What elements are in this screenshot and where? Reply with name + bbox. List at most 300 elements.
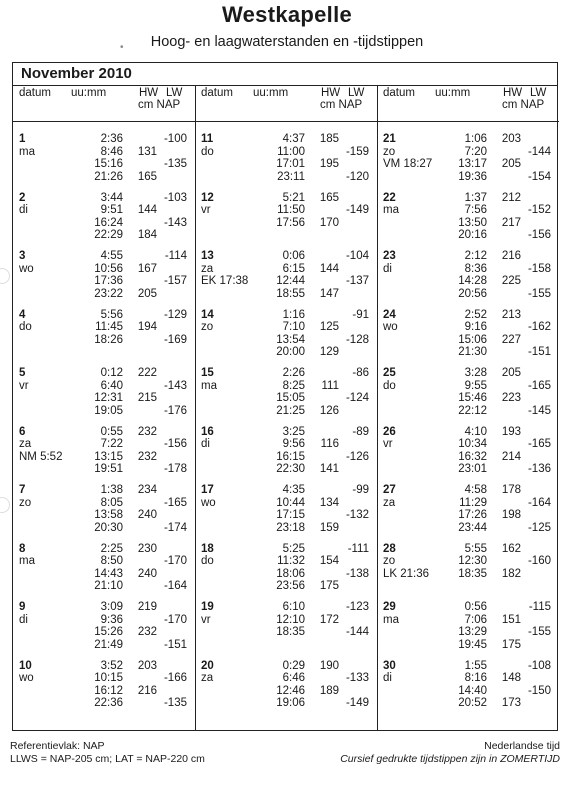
low-water-level: -170 [163,613,187,626]
month-heading: November 2010 [21,65,132,82]
weekday: vr [201,613,211,626]
low-water-level: -135 [163,158,187,170]
tide-time: 10:56 [94,262,123,275]
low-water-level: -159 [345,145,369,158]
weekday: ma [383,204,399,216]
header-time: uu:mm [71,87,107,99]
day-number: 9 [19,601,26,613]
low-water-level: -128 [345,333,369,346]
day-block [377,250,559,308]
tide-time: 17:26 [458,509,487,521]
tide-time: 2:25 [100,542,123,555]
tide-time: 3:52 [100,659,123,672]
low-water-level: -103 [163,191,187,204]
header-hw: HW [321,87,341,99]
day-number: 19 [201,601,214,613]
tide-time: 7:20 [464,145,487,158]
tide-time: 0:56 [464,601,487,613]
low-water-level: -126 [345,450,369,463]
tide-time: 0:29 [282,659,305,672]
day-number: 11 [201,133,214,145]
weekday: ma [19,145,35,158]
day-block [195,601,377,659]
tide-time: 18:26 [94,333,123,346]
day-number: 2 [19,191,26,204]
low-water-level: -152 [527,204,551,216]
header-unit: cm NAP [502,99,545,111]
tide-time: 17:01 [276,158,305,170]
tide-time: 0:12 [100,367,123,379]
high-water-level: 165 [137,170,157,183]
high-water-level: 213 [501,308,521,321]
low-water-level: -155 [527,626,551,638]
header-lw: LW [348,87,365,99]
tide-time: 13:15 [94,450,123,463]
day-number: 29 [383,601,396,613]
header-divider [195,121,377,122]
weekday: vr [383,438,393,450]
tide-time: 19:06 [276,697,305,709]
tide-time: 13:54 [276,333,305,346]
tide-time: 10:34 [458,438,487,450]
low-water-level: -151 [163,638,187,651]
low-water-level: -149 [345,697,369,709]
low-water-level: -165 [527,379,551,392]
tide-time: 5:55 [464,542,487,555]
summer-time-note: Cursief gedrukte tijdstippen zijn in ZOMERTIJD [340,753,560,765]
weekday: ma [201,379,217,392]
tide-time: 4:10 [464,425,487,438]
tide-time: 20:16 [458,229,487,241]
low-water-level: -138 [345,567,369,580]
low-water-level: -137 [345,275,369,287]
day-number: 20 [201,659,214,672]
weekday: wo [19,672,34,684]
day-number: 13 [201,250,214,262]
tide-time: 13:50 [458,216,487,229]
tide-time: 2:12 [464,250,487,262]
high-water-level: 194 [137,321,157,333]
high-water-level: 193 [501,425,521,438]
low-water-level: -154 [527,170,551,183]
weekday: vr [19,379,29,392]
time-info [340,740,560,766]
tide-time: 20:00 [276,346,305,358]
low-water-level: -176 [163,404,187,417]
high-water-level: 144 [319,262,339,275]
tide-time: 13:29 [458,626,487,638]
time-zone-note: Nederlandse tijd [484,740,560,752]
day-block [195,660,377,718]
day-number: 5 [19,367,26,379]
high-water-level: 190 [319,659,339,672]
high-water-level: 111 [321,379,339,392]
day-block [195,250,377,308]
low-water-level: -115 [528,601,551,613]
weekday: ma [383,613,399,626]
day-number: 23 [383,250,396,262]
low-water-level: -114 [164,250,187,262]
weekday: do [19,321,32,333]
high-water-level: 232 [137,450,157,463]
punch-hole-mark [0,497,10,513]
header-divider [377,121,559,122]
tide-table [12,62,558,731]
tide-time: 3:28 [464,367,487,379]
low-water-level: -151 [527,346,551,358]
tide-time: 12:31 [94,392,123,404]
header-unit: cm NAP [138,99,181,111]
tide-time: 2:52 [464,308,487,321]
high-water-level: 225 [501,275,521,287]
day-block [13,192,195,250]
high-water-level: 129 [319,346,339,358]
high-water-level: 205 [501,158,521,170]
high-water-level: 162 [501,542,521,555]
tide-time: 23:22 [94,287,123,300]
tide-time: 11:50 [277,204,305,216]
high-water-level: 189 [319,684,339,697]
day-block [195,192,377,250]
day-block [195,309,377,367]
high-water-level: 203 [501,133,521,145]
tide-time: 18:06 [276,567,305,580]
day-block [13,133,195,191]
tide-time: 22:12 [458,404,487,417]
tide-time: 12:46 [276,684,305,697]
table-column [195,85,377,731]
low-water-level: -120 [345,170,369,183]
moon-phase: VM 18:27 [383,158,433,170]
low-water-level: -111 [347,542,369,555]
day-number: 8 [19,542,26,555]
tide-time: 23:11 [277,170,305,183]
reference-plane: Referentievlak: NAP [10,740,105,752]
day-number: 21 [383,133,396,145]
low-water-level: -143 [163,379,187,392]
day-block [377,367,559,425]
day-number: 28 [383,542,396,555]
tide-time: 8:50 [100,555,123,567]
high-water-level: 240 [137,567,157,580]
high-water-level: 227 [501,333,521,346]
tide-time: 20:30 [94,521,123,534]
day-number: 24 [383,308,396,321]
column-header [377,85,559,121]
tide-time: 7:56 [464,204,487,216]
low-water-level: -150 [527,684,551,697]
page-title: Westkapelle [221,2,353,27]
tide-time: 12:10 [276,613,305,626]
day-number: 18 [201,542,214,555]
tide-time: 23:44 [458,521,487,534]
high-water-level: 240 [137,509,157,521]
tide-time: 3:44 [100,191,123,204]
day-number: 17 [201,484,214,496]
tide-time: 1:38 [100,484,123,496]
low-water-level: -158 [527,262,551,275]
decorative-dot: • [120,42,124,53]
header-unit: cm NAP [320,99,363,111]
low-water-level: -108 [527,659,551,672]
header-lw: LW [530,87,547,99]
tide-time: 9:56 [282,438,305,450]
day-number: 27 [383,484,396,496]
tide-time: 15:06 [458,333,487,346]
day-block [195,133,377,191]
tide-time: 19:51 [94,463,123,475]
day-block [195,367,377,425]
tide-time: 21:30 [458,346,487,358]
high-water-level: 173 [501,697,521,709]
high-water-level: 151 [501,613,521,626]
tide-time: 19:45 [458,638,487,651]
tide-time: 3:09 [100,601,123,613]
tide-time: 17:56 [276,216,305,229]
weekday: zo [19,496,32,509]
day-block [195,484,377,542]
header-hw: HW [139,87,159,99]
day-number: 12 [201,191,214,204]
day-number: 14 [201,308,214,321]
day-block [13,484,195,542]
low-water-level: -156 [527,229,551,241]
low-water-level: -143 [163,216,187,229]
low-water-level: -178 [163,463,187,475]
tide-time: 4:55 [100,250,123,262]
day-block [377,309,559,367]
tide-time: 5:25 [282,542,305,555]
tide-time: 14:28 [458,275,487,287]
day-number: 1 [19,133,26,145]
tide-time: 23:01 [458,463,487,475]
day-block [195,543,377,601]
low-water-level: -164 [163,580,187,592]
day-block [13,426,195,484]
high-water-level: 217 [501,216,521,229]
weekday: ma [19,555,35,567]
tide-time: 8:46 [100,145,123,158]
low-water-level: -144 [527,145,551,158]
low-water-level: -123 [345,601,369,613]
tide-time: 11:29 [459,496,487,509]
tide-time: 10:15 [94,672,123,684]
tide-time: 20:56 [458,287,487,300]
moon-phase: NM 5:52 [19,450,63,463]
weekday: zo [201,321,214,333]
tide-time: 11:00 [277,145,305,158]
day-number: 7 [19,484,26,496]
tide-time: 19:36 [458,170,487,183]
tide-time: 7:22 [100,438,123,450]
weekday: za [383,496,396,509]
day-block [377,133,559,191]
high-water-level: 182 [501,567,521,580]
weekday: wo [201,496,216,509]
high-water-level: 159 [319,521,339,534]
day-block [377,601,559,659]
moon-phase: EK 17:38 [201,275,249,287]
weekday: do [383,379,396,392]
tide-time: 21:49 [94,638,123,651]
tide-time: 17:15 [276,509,305,521]
tide-time: 20:52 [458,697,487,709]
day-block [13,601,195,659]
tide-time: 3:25 [282,425,305,438]
day-number: 15 [201,367,214,379]
low-water-level: -133 [345,672,369,684]
high-water-level: 214 [501,450,521,463]
high-water-level: 232 [137,626,157,638]
high-water-level: 178 [501,484,521,496]
tide-time: 12:44 [276,275,305,287]
day-number: 3 [19,250,26,262]
low-water-level: -129 [163,308,187,321]
high-water-level: 175 [501,638,521,651]
high-water-level: 216 [137,684,157,697]
day-number: 30 [383,659,396,672]
high-water-level: 184 [137,229,157,241]
low-water-level: -89 [352,425,369,438]
day-number: 4 [19,308,26,321]
tide-time: 21:26 [94,170,123,183]
day-block [195,426,377,484]
tide-time: 13:17 [458,158,487,170]
tide-time: 22:36 [94,697,123,709]
tide-time: 15:46 [458,392,487,404]
tide-time: 16:15 [276,450,305,463]
low-water-level: -174 [163,521,187,534]
tide-time: 8:36 [464,262,487,275]
day-block [13,367,195,425]
weekday: di [383,672,392,684]
tide-time: 16:12 [94,684,123,697]
high-water-level: 234 [137,484,157,496]
tide-time: 21:10 [94,580,123,592]
day-block [377,192,559,250]
high-water-level: 175 [319,580,339,592]
day-number: 6 [19,425,26,438]
high-water-level: 144 [137,204,157,216]
weekday: zo [383,145,396,158]
tide-time: 4:35 [282,484,305,496]
header-divider [13,121,195,122]
low-water-level: -162 [527,321,551,333]
high-water-level: 167 [137,262,157,275]
high-water-level: 219 [137,601,157,613]
tide-time: 15:26 [94,626,123,638]
day-block [13,543,195,601]
low-water-level: -145 [527,404,551,417]
high-water-level: 205 [501,367,521,379]
weekday: wo [383,321,398,333]
tide-time: 0:55 [100,425,123,438]
day-block [13,660,195,718]
high-water-level: 223 [501,392,521,404]
tide-time: 12:30 [458,555,487,567]
weekday: di [19,204,28,216]
high-water-level: 195 [319,158,339,170]
tide-time: 11:45 [95,321,123,333]
low-water-level: -157 [163,275,187,287]
low-water-level: -132 [345,509,369,521]
high-water-level: 215 [137,392,157,404]
low-water-level: -155 [527,287,551,300]
header-lw: LW [166,87,183,99]
tide-time: 0:06 [282,250,305,262]
header-time: uu:mm [435,87,471,99]
tide-time: 22:29 [94,229,123,241]
tide-time: 4:58 [464,484,487,496]
low-water-level: -135 [163,697,187,709]
low-water-level: -160 [527,555,551,567]
tide-time: 8:05 [100,496,123,509]
table-column [377,85,559,731]
day-block [377,543,559,601]
tide-time: 17:36 [94,275,123,287]
tide-time: 15:16 [94,158,123,170]
high-water-level: 131 [137,145,157,158]
weekday: do [201,555,214,567]
tide-time: 15:05 [276,392,305,404]
column-header [195,85,377,121]
high-water-level: 165 [319,191,339,204]
low-water-level: -164 [527,496,551,509]
high-water-level: 172 [319,613,339,626]
tide-time: 2:26 [282,367,305,379]
day-number: 16 [201,425,214,438]
tide-time: 6:46 [282,672,305,684]
tide-time: 16:32 [458,450,487,463]
high-water-level: 203 [137,659,157,672]
weekday: di [201,438,210,450]
high-water-level: 126 [319,404,339,417]
tide-time: 14:43 [94,567,123,580]
moon-phase: LK 21:36 [383,567,430,580]
day-block [13,250,195,308]
tide-time: 7:06 [464,613,487,626]
high-water-level: 116 [320,438,339,450]
low-water-level: -125 [527,521,551,534]
tide-time: 23:18 [276,521,305,534]
header-time: uu:mm [253,87,289,99]
tide-time: 11:32 [277,555,305,567]
tide-time: 19:05 [94,404,123,417]
page-subtitle: Hoog- en laagwaterstanden en -tijdstippen [150,34,424,50]
header-datum: datum [19,87,51,99]
tide-time: 13:58 [94,509,123,521]
tide-time: 9:16 [464,321,487,333]
tide-time: 6:15 [282,262,305,275]
day-block [377,484,559,542]
tide-time: 8:16 [464,672,487,684]
tide-time: 8:25 [282,379,305,392]
tide-time: 14:40 [458,684,487,697]
tide-time: 9:51 [100,204,123,216]
tide-time: 7:10 [282,321,305,333]
reference-levels: LLWS = NAP-205 cm; LAT = NAP-220 cm [10,753,205,765]
header-datum: datum [383,87,415,99]
tide-time: 2:36 [100,133,123,145]
high-water-level: 148 [501,672,521,684]
high-water-level: 154 [319,555,339,567]
tide-time: 5:56 [100,308,123,321]
high-water-level: 141 [319,463,339,475]
tide-time: 1:37 [464,191,487,204]
low-water-level: -86 [352,367,369,379]
low-water-level: -144 [345,626,369,638]
low-water-level: -91 [352,308,369,321]
